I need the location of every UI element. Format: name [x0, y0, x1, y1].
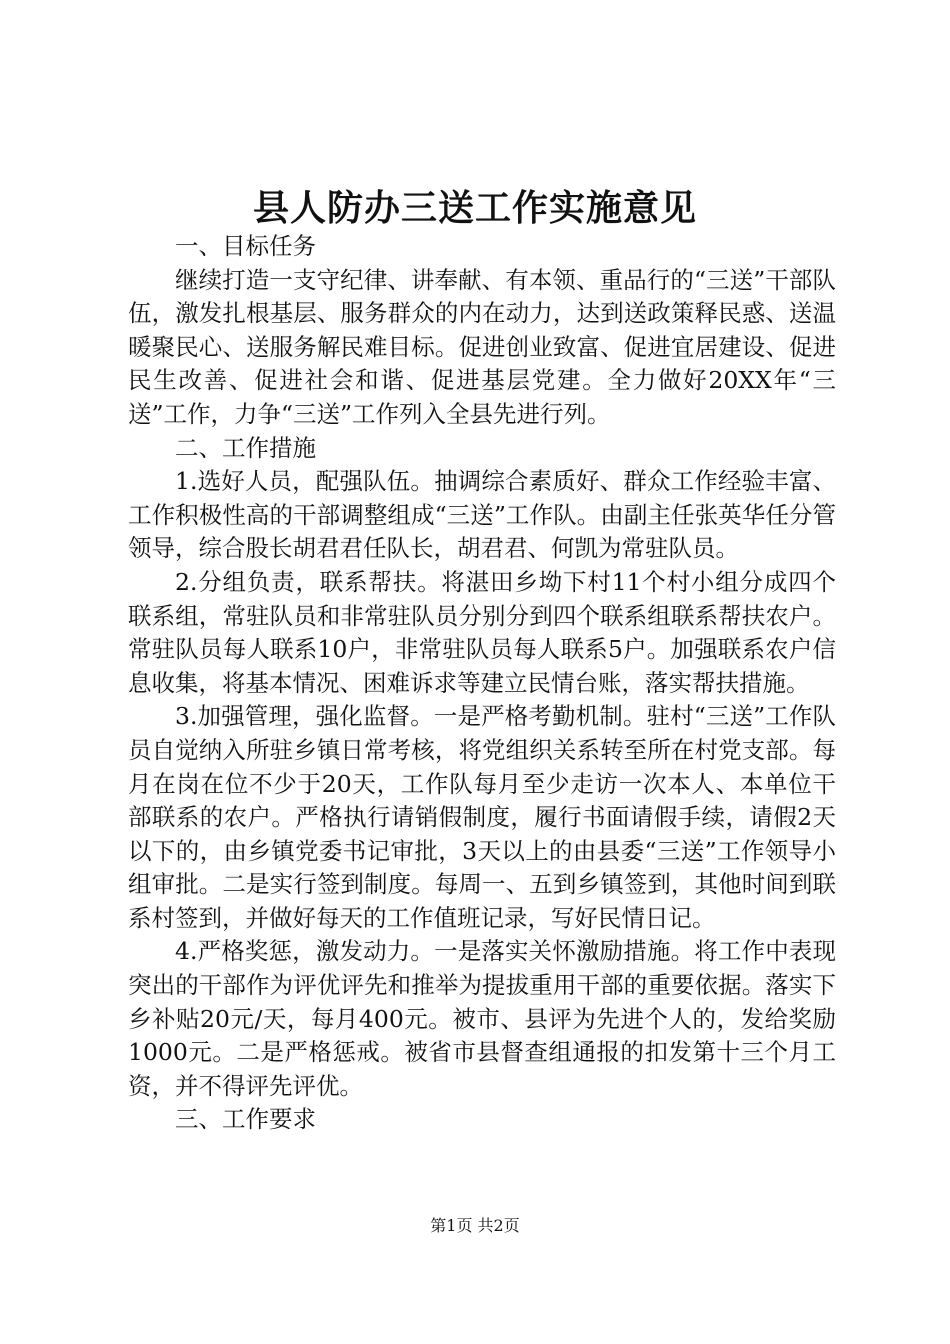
section-heading-3: 三、工作要求: [175, 1105, 316, 1134]
document-title: 县人防办三送工作实施意见: [252, 187, 697, 229]
section-heading-2: 二、工作措施: [175, 433, 316, 462]
paragraph-measure-2: 2.分组负责，联系帮扶。将湛田乡坳下村11个村小组分成四个联系组，常驻队员和非常驻队员分别分到四个联系组联系帮扶农户。常驻队员每人联系10户，非常驻队员每人联系5户。加强联系农户信息收集，将基本情况、困难诉求等建立民情台账，落实帮扶措施。: [128, 567, 836, 697]
section-heading-1: 一、目标任务: [175, 232, 316, 260]
page-footer: 第1页 共2页: [430, 1216, 520, 1235]
paragraph-measure-1: 1.选好人员，配强队伍。抽调综合素质好、群众工作经验丰富、工作积极性高的干部调整组成“三送”工作队。由副主任张英华任分管领导，综合股长胡君君任队长，胡君君、何凯为常驻队员。: [128, 467, 836, 563]
document-body: [128, 230, 836, 1137]
paragraph-measure-4: 4.严格奖惩，激发动力。一是落实关怀激励措施。将工作中表现突出的干部作为评优评先和推举为提拔重用干部的重要依据。落实下乡补贴20元/天，每月400元。被市、县评为先进个人的，发给奖励1000元。二是严格惩戒。被省市县督查组通报的扣发第十三个月工资，并不得评先评优。: [128, 937, 836, 1100]
paragraph-measure-3: 3.加强管理，强化监督。一是严格考勤机制。驻村“三送”工作队员自觉纳入所驻乡镇日常考核，将党组织关系转至所在村党支部。每月在岗在位不少于20天，工作队每月至少走访一次本人、本单位干部联系的农户。严格执行请销假制度，履行书面请假手续，请假2天以下的，由乡镇党委书记审批，3天以上的由县委“三送”工作领导小组审批。二是实行签到制度。每周一、五到乡镇签到，其他时间到联系村签到，并做好每天的工作值班记录，写好民情日记。: [128, 702, 836, 932]
paragraph-goal: 继续打造一支守纪律、讲奉献、有本领、重品行的“三送”干部队伍，激发扎根基层、服务群众的内在动力，达到送政策释民惑、送温暖聚民心、送服务解民难目标。促进创业致富、促进宜居建设、促进民生改善、促进社会和谐、促进基层党建。全力做好20XX年“三送”工作，力争“三送”工作列入全县先进行列。: [128, 265, 836, 428]
